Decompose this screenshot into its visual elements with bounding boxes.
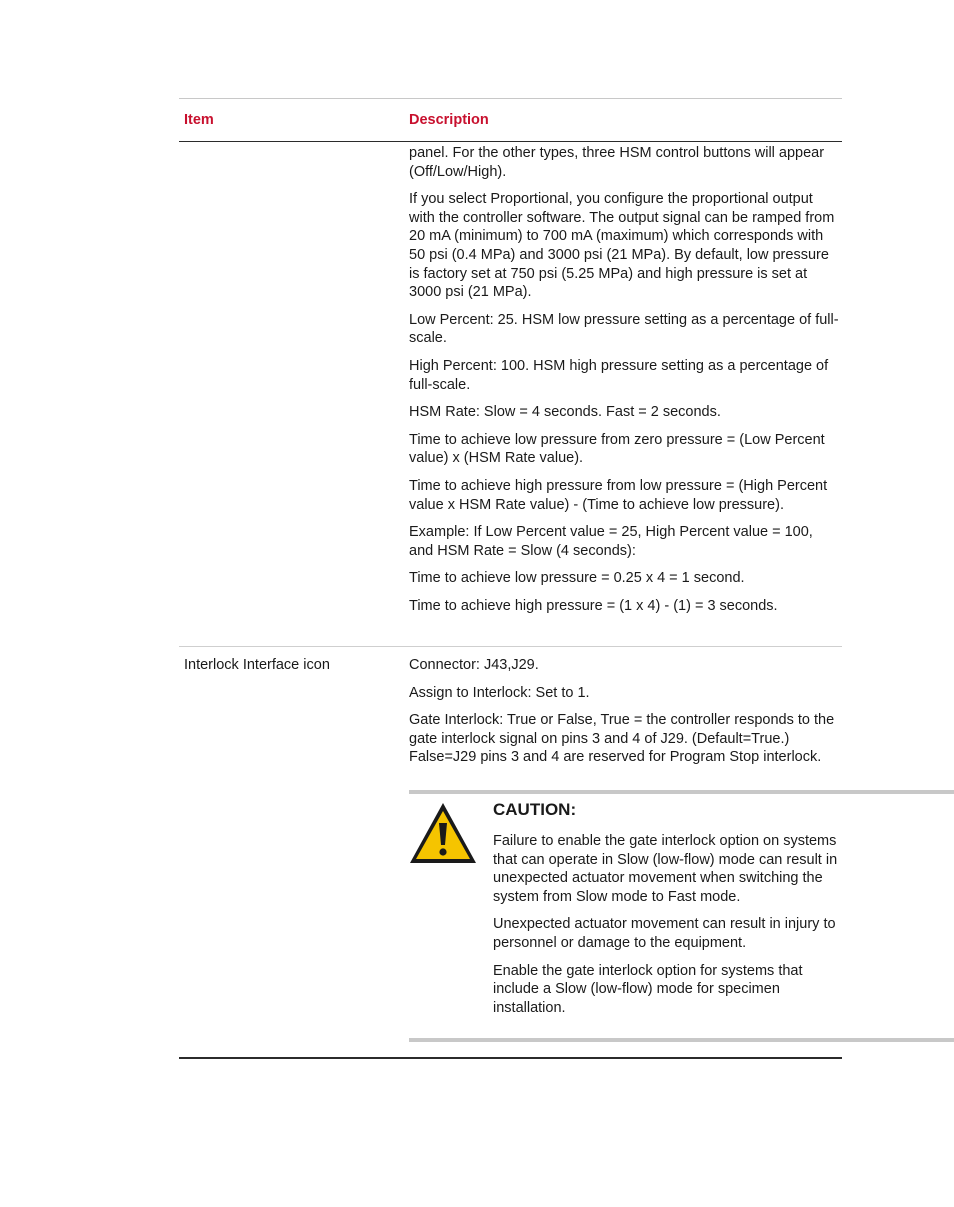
row2-item-label: Interlock Interface icon: [184, 657, 330, 673]
caution-paragraph: Unexpected actuator movement can result in injury to personnel or damage to the equipment.: [493, 916, 836, 951]
row2-paragraph: Connector: J43,J29.: [409, 657, 539, 673]
caution-top-bar: [409, 790, 954, 794]
caution-paragraph: Failure to enable the gate interlock option on systems that can operate in Slow (low-flow) mode can result in unexpected actuator movement when switching the system from Slow mode to Fast mode.: [493, 833, 838, 905]
row1-paragraph: HSM Rate: Slow = 4 seconds. Fast = 2 seconds.: [409, 404, 721, 421]
row1-paragraph: Example: If Low Percent value = 25, High Percent value = 100, and HSM Rate = Slow (4 seconds):: [409, 524, 813, 559]
row1-paragraph: High Percent: 100. HSM high pressure setting as a percentage of full-scale.: [409, 357, 829, 393]
column-header-item: Item: [184, 112, 214, 128]
caution-text: [493, 832, 841, 1026]
row1-paragraph: panel. For the other types, three HSM control buttons will appear (Off/Low/High).: [409, 145, 825, 180]
row2-description: [409, 656, 841, 776]
caution-paragraph: Enable the gate interlock option for systems that include a Slow (low-flow) mode for specimen installation.: [493, 962, 803, 1016]
row1-paragraph: Time to achieve low pressure from zero pressure = (Low Percent value) x (HSM Rate value).: [409, 431, 825, 467]
row-separator: [179, 646, 842, 647]
row1-paragraph: Low Percent: 25. HSM low pressure setting as a percentage of full-scale.: [409, 311, 839, 347]
caution-title: CAUTION:: [493, 800, 577, 819]
warning-triangle-icon: [408, 801, 478, 865]
row1-description: [409, 144, 841, 624]
row1-paragraph: Time to achieve high pressure = (1 x 4) - (1) = 3 seconds.: [409, 597, 778, 614]
row1-paragraph: If you select Proportional, you configure the proportional output with the controller software. The output signal can be ramped from 20 mA (minimum) to 700 mA (maximum) which corresponds with 50 psi (0.4 MPa) and 3000 psi (21 MPa). By default, low pressure is factory set at 750 psi (5.25 MPa) and high pressure is set at 3000 psi (21 MPa).: [409, 191, 835, 301]
table-bottom-rule: [179, 1057, 842, 1059]
caution-bottom-bar: [409, 1038, 954, 1042]
row1-paragraph: Time to achieve low pressure = 0.25 x 4 = 1 second.: [409, 570, 745, 587]
header-rule: [179, 141, 842, 142]
column-header-description: Description: [409, 112, 489, 128]
row2-paragraph: Gate Interlock: True or False, True = the controller responds to the gate interlock signal on pins 3 and 4 of J29. (Default=True.) False=J29 pins 3 and 4 are reserved for Program Stop interlock.: [409, 712, 835, 766]
table-top-rule: [179, 98, 842, 99]
row2-paragraph: Assign to Interlock: Set to 1.: [409, 684, 590, 701]
row1-paragraph: Time to achieve high pressure from low pressure = (High Percent value x HSM Rate value) - (Time to achieve low pressure).: [409, 477, 828, 513]
